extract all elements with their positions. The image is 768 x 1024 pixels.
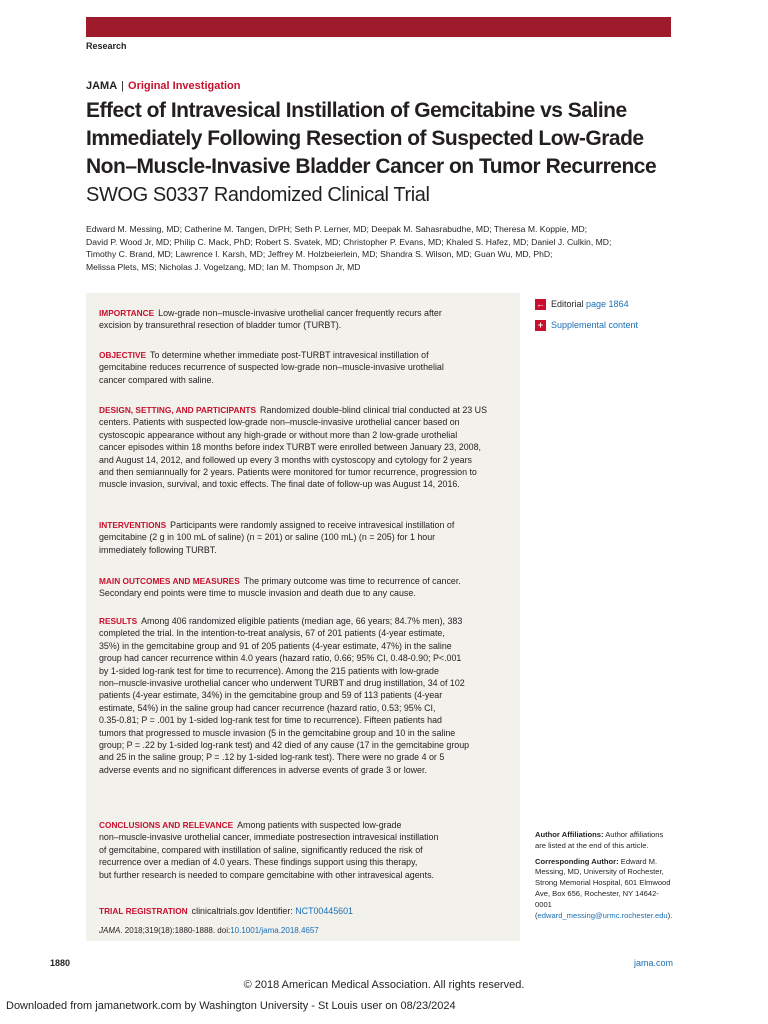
abstract-importance: IMPORTANCE Low-grade non–muscle-invasive urothelial cancer frequently recurs after excision by transurethral resection of bladder tumor (TURBT).	[99, 308, 442, 331]
section-heading: CONCLUSIONS AND RELEVANCE	[99, 820, 234, 830]
title-line: Non–Muscle-Invasive Bladder Cancer on Tumor Recurrence	[86, 155, 657, 178]
site-link[interactable]: jama.com	[634, 958, 674, 968]
editorial-link[interactable]: ← Editorial page 1864	[536, 298, 629, 309]
page-number: 1880	[50, 958, 71, 968]
corresponding-author-heading: Corresponding Author:	[535, 856, 619, 866]
copyright: © 2018 American Medical Association. All rights reserved.	[243, 979, 525, 991]
journal-name: JAMA	[86, 80, 118, 92]
section-heading: DESIGN, SETTING, AND PARTICIPANTS	[99, 405, 257, 415]
abstract-objective: OBJECTIVE To determine whether immediate post-TURBT intravesical instillation of gemcitabine reduces recurrence of suspected low-grade non–muscle-invasive urothelial cancer compared with saline.	[99, 350, 444, 385]
doi-link[interactable]: 10.1001/jama.2018.4657	[230, 926, 319, 935]
journal-line	[86, 80, 241, 92]
article-subtitle: SWOG S0337 Randomized Clinical Trial	[86, 184, 430, 206]
article-type: Original Investigation	[128, 80, 241, 92]
author-list	[86, 223, 646, 273]
abstract-interventions: INTERVENTIONS Participants were randomly assigned to receive intravesical instillation of gemcitabine (2 g in 100 mL of saline) (n = 201) or saline (100 mL) (n = 205) for 1 hour immediately following TURBT.	[99, 520, 455, 555]
abstract-conclusions: CONCLUSIONS AND RELEVANCE Among patients with suspected low-grade non–muscle-invasive urothelial cancer, immediate postresection intravesical instillation of gemcitabine, compared with instillation of saline, significantly reduced the risk of recurrence over a median of 4.0 years. These findings support using this therapy, but further research is needed to compare gemcitabine with other intravesical agents.	[99, 820, 439, 880]
author-affiliations: Author Affiliations: Author affiliations are listed at the end of this article. Corresponding Author: Edward M. Messing, MD, University of Rochester, Strong Memorial Hospital, 601 Elmwood Ave, Box 656, Rochester, NY 14642-0001 (edward_messing@urmc.rochester.edu).	[535, 830, 673, 920]
author-line: Edward M. Messing, MD; Catherine M. Tangen, DrPH; Seth P. Lerner, MD; Deepak M. Sahasrabudhe, MD; Theresa M. Koppie, MD;	[86, 224, 588, 234]
section-label: Research	[86, 41, 127, 51]
side-links	[535, 294, 638, 336]
title-line: Effect of Intravesical Instillation of Gemcitabine vs Saline	[86, 99, 627, 122]
citation-journal: JAMA	[99, 926, 121, 935]
section-heading: MAIN OUTCOMES AND MEASURES	[99, 576, 240, 586]
trial-registration-link[interactable]: NCT00445601	[295, 906, 353, 916]
article-title	[86, 97, 686, 181]
author-line: Melissa Plets, MS; Nicholas J. Vogelzang, MD; Ian M. Thompson Jr, MD	[86, 261, 361, 272]
author-line: David P. Wood Jr, MD; Philip C. Mack, PhD; Robert S. Svatek, MD; Christopher P. Evans, MD; Khaled S. Hafez, MD; Daniel J. Culkin, MD;	[86, 236, 612, 247]
abstract-results: RESULTS Among 406 randomized eligible patients (median age, 66 years; 84.7% men), 383 completed the trial. In the intention-to-treat analysis, 67 of 201 patients (4-year estimate, 35%) in the gemcitabine group and 91 of 205 patients (4-year estimate, 47%) in the saline group had cancer recurrence within 4.0 years (hazard ratio, 0.66; 95% CI, 0.48-0.90; P<.001 by 1-sided log-rank test for time to recurrence). Among the 215 patients with low-grade non–muscle-invasive urothelial cancer who underwent TURBT and drug instillation, 34 of 102 patients (4-year estimate, 34%) in the gemcitabine group and 59 of 113 patients (4-year estimate, 54%) in the saline group had cancer recurrence (hazard ratio, 0.53; 95% CI, 0.35-0.81; P = .001 by 1-sided log-rank test for time to recurrence). Fifteen patients had tumors that progressed to muscle invasion (5 in the gemcitabine group and 10 in the saline group; P = .22 by 1-sided log-rank test) and 42 died of any cause (17 in the gemcitabine group and 25 in the saline group; P = .12 by 1-sided log-rank test). There were no grade 4 or 5 adverse events and no significant differences in adverse events of grade 3 or lower.	[99, 616, 470, 775]
author-line: Timothy C. Brand, MD; Lawrence I. Karsh, MD; Jeffrey M. Holzbeierlein, MD; Shandra S. Wilson, MD; Guan Wu, MD, PhD;	[86, 249, 553, 259]
section-heading: IMPORTANCE	[99, 308, 155, 318]
email-link[interactable]: edward_messing@urmc.rochester.edu	[537, 910, 668, 920]
download-notice: Downloaded from jamanetwork.com by Washington University - St Louis user on 08/23/2024	[6, 1000, 456, 1012]
abstract-box	[86, 293, 520, 941]
section-heading: OBJECTIVE	[99, 350, 147, 360]
abstract-registration: TRIAL REGISTRATION clinicaltrials.gov Identifier: NCT00445601	[99, 906, 353, 916]
abstract-outcomes: MAIN OUTCOMES AND MEASURES The primary outcome was time to recurrence of cancer. Secondary end points were time to muscle invasion and death due to any cause.	[99, 576, 461, 599]
section-heading: INTERVENTIONS	[99, 520, 167, 530]
abstract-design: DESIGN, SETTING, AND PARTICIPANTS Randomized double-blind clinical trial conducted at 23 US centers. Patients with suspected low-grade non–muscle-invasive urothelial cancer based on cystoscopic appearance without any high-grade or without more than 2 low-grade urothelial cancer episodes within 18 months before index TURBT were enrolled between January 23, 2008, and August 14, 2012, and followed up every 3 months with cystoscopy and cytology for 2 years and then semiannually for 2 years. Patients were monitored for tumor recurrence, progression to muscle invasion, survival, and toxic effects. The final date of follow-up was August 14, 2016.	[99, 405, 487, 490]
section-heading: TRIAL REGISTRATION	[99, 906, 188, 916]
editorial-page-link[interactable]: page 1864	[586, 299, 629, 309]
journal-separator: |	[121, 80, 125, 92]
abstract-citation: JAMA. 2018;319(18):1880-1888. doi:10.1001/jama.2018.4657	[99, 926, 319, 935]
section-heading: RESULTS	[99, 616, 138, 626]
arrow-left-icon: ←	[536, 298, 545, 309]
supplemental-content-link[interactable]: + Supplemental content	[535, 315, 638, 335]
header-bar	[86, 17, 671, 37]
affiliations-heading: Author Affiliations:	[535, 830, 604, 839]
title-line: Immediately Following Resection of Suspected Low-Grade	[86, 127, 644, 150]
plus-icon: +	[535, 320, 546, 331]
